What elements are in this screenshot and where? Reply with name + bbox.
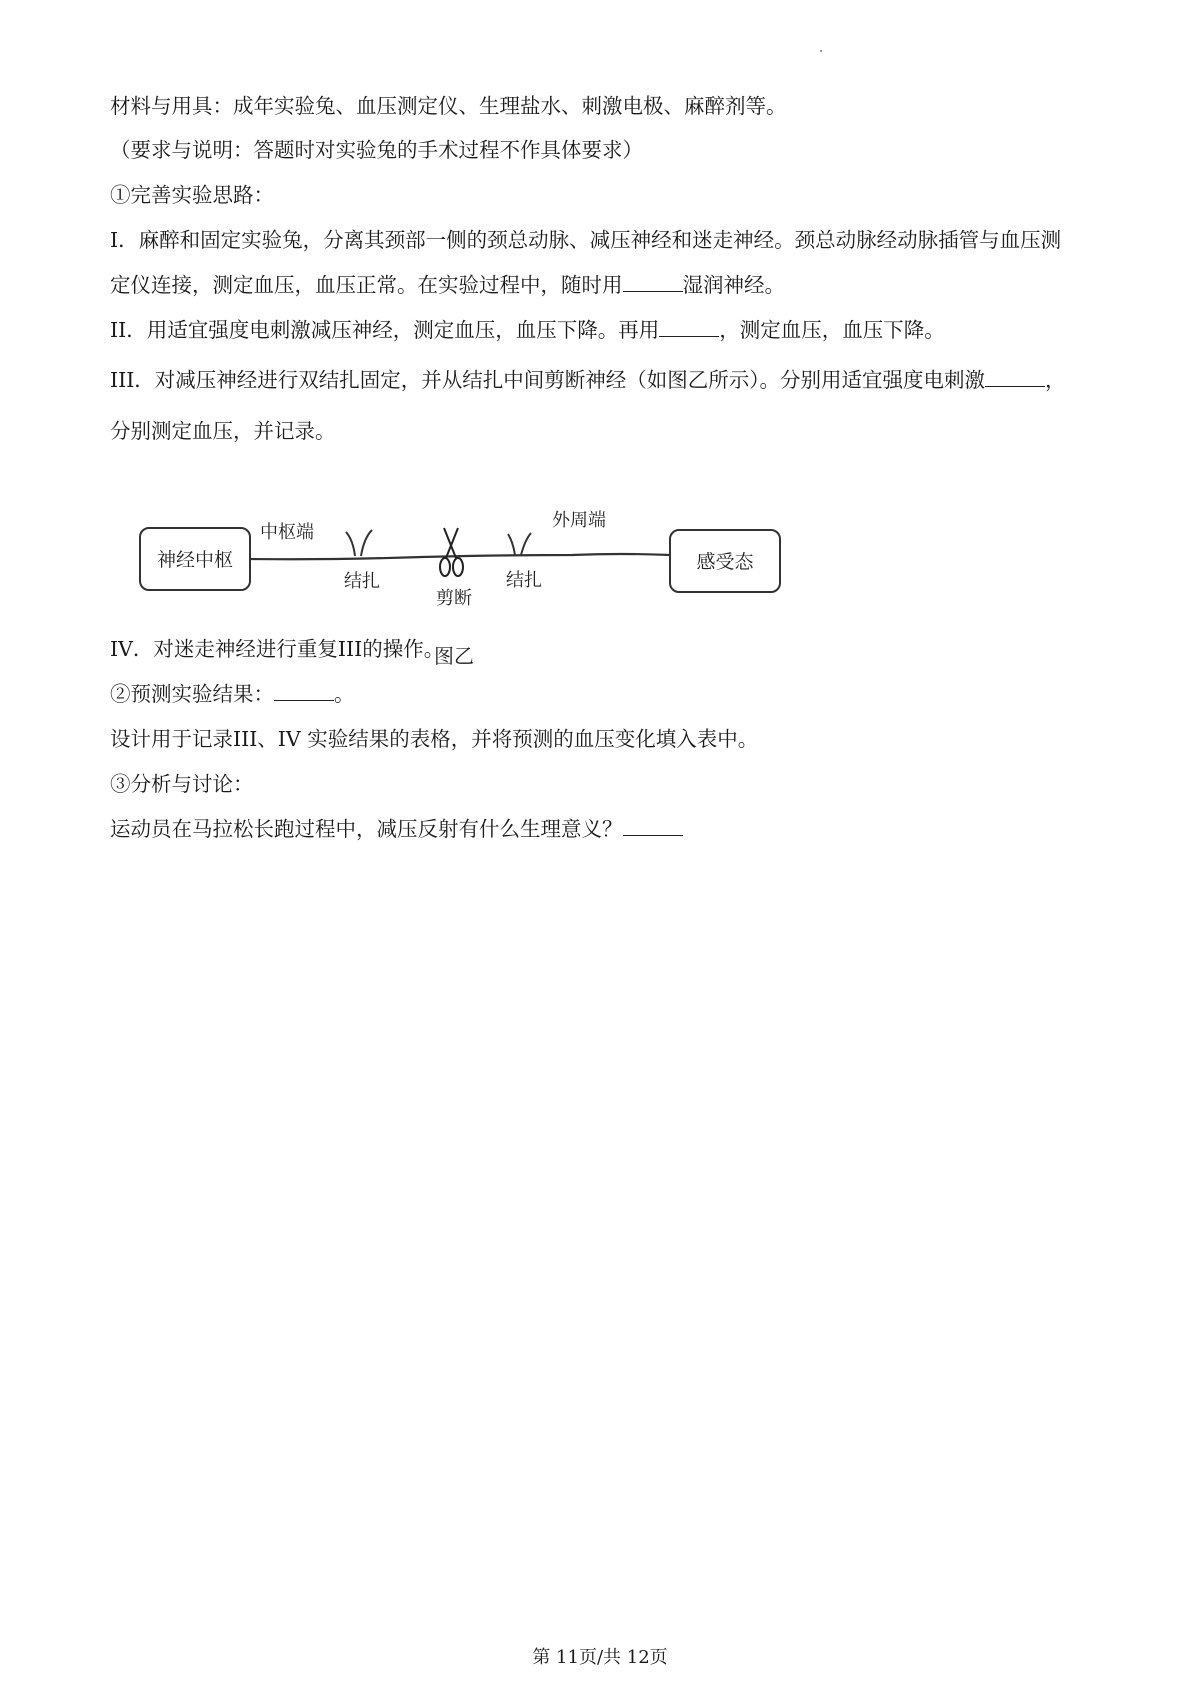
peripheral-end-label: 外周端 — [552, 510, 606, 531]
answer-blank[interactable] — [623, 271, 683, 292]
step2-line — [110, 680, 1110, 708]
cut-label: 剪断 — [436, 588, 472, 609]
step-ii-line — [110, 316, 1110, 344]
step-iii-line-a — [110, 366, 1110, 394]
step-ii-text-pre: II．用适宜强度电刺激减压神经，测定血压，血压下降。再用 — [110, 318, 660, 342]
step2-desc-line: 设计用于记录III、IV 实验结果的表格，并将预测的血压变化填入表中。 — [110, 727, 759, 751]
step3-question-text: 运动员在马拉松长跑过程中，减压反射有什么生理意义？ — [110, 817, 623, 841]
step3-title: ③分析与讨论： — [110, 772, 254, 796]
answer-blank[interactable] — [623, 815, 683, 836]
answer-blank[interactable] — [274, 680, 334, 701]
step3-question-line — [110, 815, 1110, 843]
page-footer: 第 11页/共 12页 — [532, 1647, 668, 1668]
ligature-right-icon — [508, 533, 531, 555]
step-iv-line: IV．对迷走神经进行重复III的操作。 — [110, 637, 445, 661]
step-i-line-b — [110, 271, 1110, 299]
step-iii-line-b: 分别测定血压，并记录。 — [110, 419, 336, 443]
step-i-line-a: I．麻醉和固定实验兔，分离其颈部一侧的颈总动脉、减压神经和迷走神经。颈总动脉经动脉插管与血压测 — [110, 228, 1062, 252]
ligature-left-icon — [346, 530, 372, 556]
ligate-right-label: 结扎 — [506, 570, 542, 591]
scissors-icon — [440, 528, 463, 576]
materials-line: 材料与用具：成年实验兔、血压测定仪、生理盐水、刺激电极、麻醉剂等。 — [110, 94, 787, 118]
scan-speck — [820, 50, 822, 52]
step-i-text-post: 湿润神经。 — [682, 273, 785, 297]
requirements-line: （要求与说明：答题时对实验兔的手术过程不作具体要求） — [110, 138, 643, 162]
figure-caption: 图乙 — [434, 644, 474, 668]
step-i-text-pre: 定仪连接，测定血压，血压正常。在实验过程中，随时用 — [110, 273, 623, 297]
answer-blank[interactable] — [985, 366, 1045, 387]
step1-title: ①完善实验思路： — [110, 183, 274, 207]
receptor-label: 感受态 — [696, 551, 754, 573]
step-ii-text-post: ，测定血压，血压下降。 — [719, 318, 945, 342]
central-end-label: 中枢端 — [260, 522, 314, 543]
step2-text-pre: ②预测实验结果： — [110, 682, 274, 706]
answer-blank[interactable] — [659, 316, 719, 337]
step-iii-text-pre: III．对减压神经进行双结扎固定，并从结扎中间剪断神经（如图乙所示）。分别用适宜强度电刺激 — [110, 368, 986, 392]
step2-text-post: 。 — [334, 682, 355, 706]
nerve-center-label: 神经中枢 — [156, 549, 234, 571]
ligate-left-label: 结扎 — [344, 571, 380, 592]
step-iii-text-post: ， — [1045, 368, 1066, 392]
